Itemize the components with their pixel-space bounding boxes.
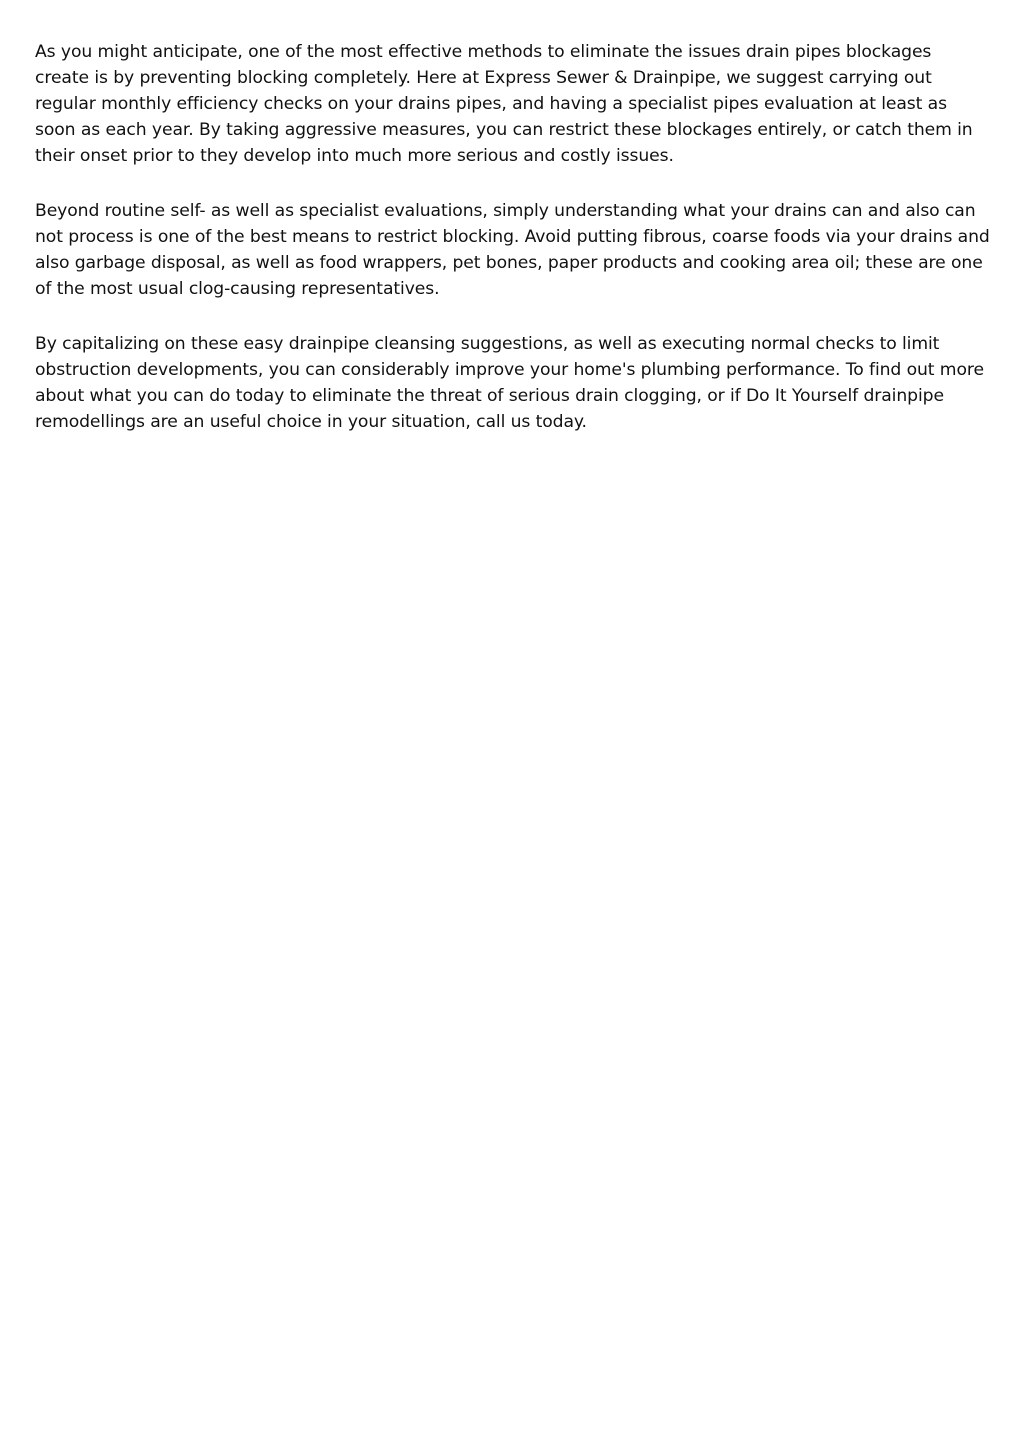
- document-body: [35, 39, 990, 464]
- paragraph-evaluations: Beyond routine self- as well as specialist evaluations, simply understanding what your drains can and also can not process is one of the best means to restrict blocking. Avoid putting fibrous, coarse foods via your drains and also garbage disposal, as well as food wrappers, pet bones, paper products and cooking area oil; these are one of the most usual clog-causing representatives.: [35, 201, 990, 299]
- paragraph-cleansing-tips: By capitalizing on these easy drainpipe cleansing suggestions, as well as executing normal checks to limit obstruction developments, you can considerably improve your home's plumbing performance. To find out more about what you can do today to eliminate the threat of serious drain clogging, or if Do It Yourself drainpipe remodellings are an useful choice in your situation, call us today.: [35, 334, 984, 432]
- paragraph-prevention: As you might anticipate, one of the most effective methods to eliminate the issues drain pipes blockages create is by preventing blocking completely. Here at Express Sewer & Drainpipe, we suggest carrying out regular monthly efficiency checks on your drains pipes, and having a specialist pipes evaluation at least as soon as each year. By taking aggressive measures, you can restrict these blockages entirely, or catch them in their onset prior to they develop into much more serious and costly issues.: [35, 42, 973, 166]
